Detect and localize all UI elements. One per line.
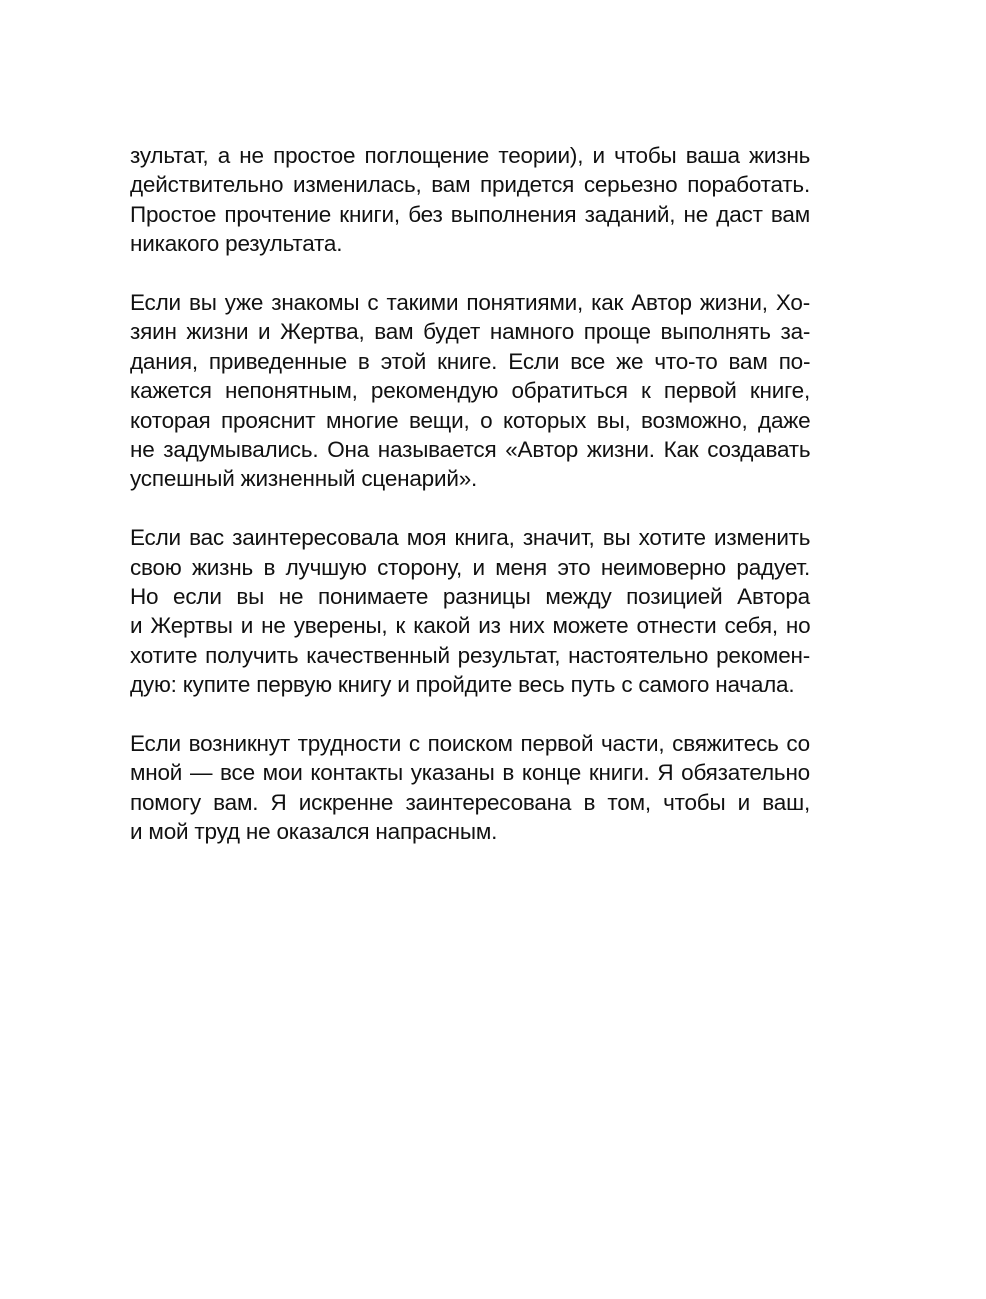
- text-line: действительно изменилась, вам придется серьезно поработать.: [130, 172, 810, 198]
- text-line: Но если вы не понимаете разницы между позицией Автора: [130, 584, 810, 610]
- text-line: дую: купите первую книгу и пройдите весь путь с самого начала.: [130, 672, 795, 698]
- paragraph-4: [130, 729, 810, 847]
- text-line: кажется непонятным, рекомендую обратиться к первой книге,: [130, 378, 810, 404]
- text-line: помогу вам. Я искренне заинтересована в том, чтобы и ваш,: [130, 789, 810, 815]
- text-line: Простое прочтение книги, без выполнения заданий, не даст вам: [130, 201, 810, 227]
- text-line: хотите получить качественный результат, настоятельно рекомен-: [130, 642, 811, 668]
- text-line: никакого результата.: [130, 231, 343, 257]
- text-line: мной — все мои контакты указаны в конце книги. Я обязательно: [130, 760, 810, 786]
- text-line: Если вы уже знакомы с такими понятиями, как Автор жизни, Хо-: [130, 290, 811, 316]
- text-line: которая прояснит многие вещи, о которых вы, возможно, даже: [130, 407, 811, 433]
- text-line: и мой труд не оказался напрасным.: [130, 819, 498, 845]
- text-line: зультат, а не простое поглощение теории), и чтобы ваша жизнь: [130, 143, 811, 168]
- text-line: свою жизнь в лучшую сторону, и меня это неимоверно радует.: [130, 554, 810, 580]
- text-line: зяин жизни и Жертва, вам будет намного проще выполнять за-: [130, 319, 811, 345]
- paragraph-1: [130, 141, 810, 259]
- text-line: Если возникнут трудности с поиском первой части, свяжитесь со: [130, 731, 810, 757]
- text-line: дания, приведенные в этой книге. Если все же что-то вам по-: [130, 348, 811, 374]
- page-body: [130, 141, 810, 876]
- paragraph-2: [130, 288, 810, 494]
- text-line: и Жертвы и не уверены, к какой из них можете отнести себя, но: [130, 613, 811, 639]
- text-line: не задумывались. Она называется «Автор жизни. Как создавать: [130, 437, 811, 463]
- text-line: Если вас заинтересовала моя книга, значит, вы хотите изменить: [130, 525, 811, 551]
- text-line: успешный жизненный сценарий».: [130, 466, 478, 492]
- paragraph-3: [130, 523, 810, 699]
